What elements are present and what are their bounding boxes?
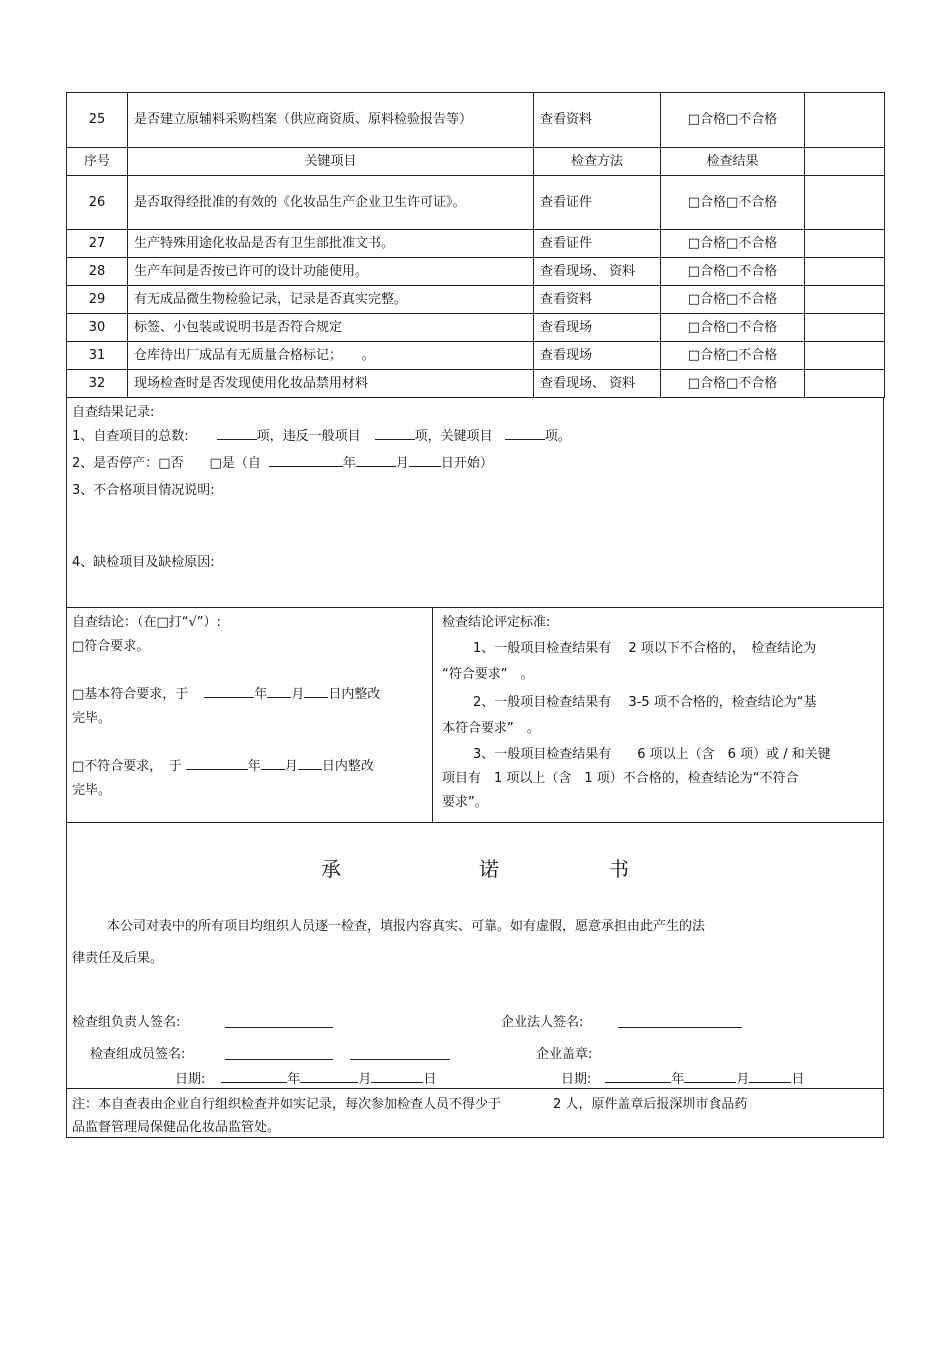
day-start-label: 日开始） — [440, 456, 493, 471]
row-result-checkbox[interactable]: □合格□不合格 — [661, 230, 805, 258]
row-item: 有无成品微生物检验记录，记录是否真实完整。 — [128, 286, 534, 314]
standard-title: 检查结论评定标准: — [442, 615, 551, 630]
basic-year-field[interactable] — [204, 683, 254, 698]
day-label: 日 — [423, 1072, 437, 1087]
header-item: 关键项目 — [128, 148, 534, 176]
table-header — [67, 148, 885, 176]
row-number: 25 — [67, 93, 128, 148]
missing-items: 4、缺检项目及缺检原因: — [72, 555, 215, 570]
row-blank — [805, 314, 885, 342]
conclusion-section — [66, 608, 884, 823]
row-result-checkbox[interactable]: □合格□不合格 — [661, 258, 805, 286]
nonconform-label: □不符合要求， 于 — [72, 759, 182, 774]
note-line-2: 品监督管理局保健品化妆品监管处。 — [72, 1120, 281, 1135]
suspend-month-field[interactable] — [356, 452, 396, 467]
total-items-line — [72, 425, 571, 444]
standard-rule-1: 1、一般项目检查结果有 2 项以下不合格的， 检查结论为 — [473, 641, 817, 656]
pledge-title-3: 书 — [609, 857, 629, 881]
row-number: 27 — [67, 230, 128, 258]
row-method: 查看证件 — [534, 230, 661, 258]
year-label: 年 — [254, 687, 268, 702]
row-method: 查看资料 — [534, 93, 661, 148]
basic-day-field[interactable] — [304, 683, 328, 698]
row-blank — [805, 176, 885, 230]
seal-label: 企业盖章: — [536, 1047, 593, 1062]
row-blank — [805, 93, 885, 148]
non-month-field[interactable] — [261, 755, 285, 770]
option-basic-conform[interactable] — [72, 683, 380, 702]
key-violation-field[interactable] — [505, 425, 545, 440]
table-row — [67, 230, 885, 258]
leader-sign-label: 检查组负责人签名: — [72, 1015, 181, 1030]
table-row — [67, 93, 885, 148]
row-result-checkbox[interactable]: □合格□不合格 — [661, 176, 805, 230]
header-blank — [805, 148, 885, 176]
date-year-field[interactable] — [221, 1068, 287, 1083]
check-table — [66, 92, 885, 398]
inspection-form — [66, 92, 884, 1138]
row-method: 查看现场 — [534, 342, 661, 370]
conclusion-title: 自查结论：（在□打“√”）: — [72, 615, 221, 630]
member-sign-label: 检查组成员签名: — [90, 1047, 186, 1062]
row-item: 生产车间是否按已许可的设计功能使用。 — [128, 258, 534, 286]
row-blank — [805, 230, 885, 258]
evaluation-standard — [433, 608, 883, 823]
suspend-year-field[interactable] — [269, 452, 343, 467]
self-check-section — [66, 398, 884, 608]
total-count-field[interactable] — [217, 425, 257, 440]
pledge-body: 本公司对表中的所有项目均组织人员逐一检查，填报内容真实、可靠。如有虚假，愿意承担由此产生的法 — [107, 919, 706, 934]
standard-rule-3-cont: 项目有 1 项以上（含 1 项）不合格的，检查结论为“不符合 — [442, 771, 799, 786]
date-month-field[interactable] — [684, 1068, 736, 1083]
row-number: 26 — [67, 176, 128, 230]
standard-rule-2-cont: 本符合要求” 。 — [442, 721, 540, 736]
standard-rule-2: 2、一般项目检查结果有 3-5 项不合格的，检查结论为“基 — [473, 695, 817, 710]
row-item: 仓库待出厂成品有无质量合格标记； 。 — [128, 342, 534, 370]
self-check-title: 自查结果记录: — [72, 405, 155, 420]
year-label: 年 — [287, 1072, 301, 1087]
day-label: 日 — [791, 1072, 805, 1087]
violation-label: 项，违反一般项目 — [256, 429, 361, 444]
non-year-field[interactable] — [186, 755, 248, 770]
note-line-1: 注：本自查表由企业自行组织检查并如实记录，每次参加检查人员不得少于 2 人，原件盖章后报深圳市食品药 — [72, 1097, 748, 1112]
legal-sign-field[interactable] — [618, 1013, 742, 1028]
items-end: 项。 — [544, 429, 571, 444]
row-item: 生产特殊用途化妆品是否有卫生部批准文书。 — [128, 230, 534, 258]
row-number: 31 — [67, 342, 128, 370]
leader-sign-field[interactable] — [225, 1013, 333, 1028]
header-method: 检查方法 — [534, 148, 661, 176]
legal-date-line — [561, 1068, 804, 1087]
suspend-label: 2、是否停产：□否 □是（自 — [72, 456, 261, 471]
basic-month-field[interactable] — [267, 683, 291, 698]
header-result: 检查结果 — [661, 148, 805, 176]
member-sign-field-1[interactable] — [225, 1045, 333, 1060]
table-row — [67, 370, 885, 398]
legal-sign-label: 企业法人签名: — [501, 1015, 584, 1030]
general-violation-field[interactable] — [375, 425, 415, 440]
row-result-checkbox[interactable]: □合格□不合格 — [661, 342, 805, 370]
fix-day-label: 日内整改 — [328, 687, 381, 702]
standard-rule-3: 3、一般项目检查结果有 6 项以上（含 6 项）或 / 和关键 — [473, 747, 831, 762]
table-row — [67, 258, 885, 286]
row-item: 是否取得经批准的有效的《化妆品生产企业卫生许可证》。 — [128, 176, 534, 230]
pledge-section — [66, 823, 884, 1089]
row-method: 查看资料 — [534, 286, 661, 314]
row-item: 是否建立原辅料采购档案（供应商资质、原料检验报告等） — [128, 93, 534, 148]
pledge-title-1: 承 — [321, 857, 341, 881]
total-label: 1、自查项目的总数: — [72, 429, 189, 444]
nonconform-desc: 3、不合格项目情况说明: — [72, 483, 215, 498]
non-day-field[interactable] — [298, 755, 322, 770]
table-row — [67, 176, 885, 230]
table-row — [67, 314, 885, 342]
date-day-field[interactable] — [371, 1068, 423, 1083]
table-row — [67, 342, 885, 370]
option-conform[interactable]: □符合要求。 — [72, 639, 150, 654]
row-blank — [805, 258, 885, 286]
fix-day-label: 日内整改 — [321, 759, 374, 774]
row-number: 29 — [67, 286, 128, 314]
date-label: 日期: — [561, 1072, 592, 1087]
leader-date-line — [175, 1068, 436, 1087]
date-day-field[interactable] — [749, 1068, 791, 1083]
member-sign-field-2[interactable] — [350, 1045, 450, 1060]
row-item: 现场检查时是否发现使用化妆品禁用材料 — [128, 370, 534, 398]
suspend-day-field[interactable] — [409, 452, 441, 467]
row-result-checkbox[interactable]: □合格□不合格 — [661, 286, 805, 314]
suspend-line — [72, 452, 493, 471]
non-complete: 完毕。 — [72, 783, 112, 798]
year-label: 年 — [247, 759, 261, 774]
standard-rule-3-end: 要求”。 — [442, 795, 488, 810]
row-blank — [805, 286, 885, 314]
date-year-field[interactable] — [605, 1068, 671, 1083]
row-number: 32 — [67, 370, 128, 398]
row-result-checkbox[interactable]: □合格□不合格 — [661, 314, 805, 342]
basic-conform-label: □基本符合要求，于 — [72, 687, 189, 702]
row-method: 查看现场、 资料 — [534, 370, 661, 398]
month-label: 月 — [291, 687, 305, 702]
key-label: 项，关键项目 — [414, 429, 493, 444]
date-label: 日期: — [175, 1072, 206, 1087]
header-no: 序号 — [67, 148, 128, 176]
row-method: 查看现场、 资料 — [534, 258, 661, 286]
month-label: 月 — [395, 456, 409, 471]
pledge-body-cont: 律责任及后果。 — [72, 951, 164, 966]
row-result-checkbox[interactable]: □合格□不合格 — [661, 93, 805, 148]
option-nonconform[interactable] — [72, 755, 374, 774]
row-result-checkbox[interactable]: □合格□不合格 — [661, 370, 805, 398]
row-blank — [805, 342, 885, 370]
standard-rule-1-cont: “符合要求” 。 — [442, 667, 534, 682]
month-label: 月 — [358, 1072, 372, 1087]
table-row — [67, 286, 885, 314]
month-label: 月 — [284, 759, 298, 774]
year-label: 年 — [671, 1072, 685, 1087]
row-item: 标签、小包装或说明书是否符合规定 — [128, 314, 534, 342]
basic-complete: 完毕。 — [72, 711, 112, 726]
row-number: 30 — [67, 314, 128, 342]
year-label: 年 — [342, 456, 356, 471]
row-blank — [805, 370, 885, 398]
self-conclusion — [67, 608, 433, 823]
row-method: 查看证件 — [534, 176, 661, 230]
date-month-field[interactable] — [300, 1068, 358, 1083]
row-method: 查看现场 — [534, 314, 661, 342]
month-label: 月 — [736, 1072, 750, 1087]
row-number: 28 — [67, 258, 128, 286]
pledge-title-2: 诺 — [479, 857, 499, 881]
note-section — [66, 1089, 884, 1138]
